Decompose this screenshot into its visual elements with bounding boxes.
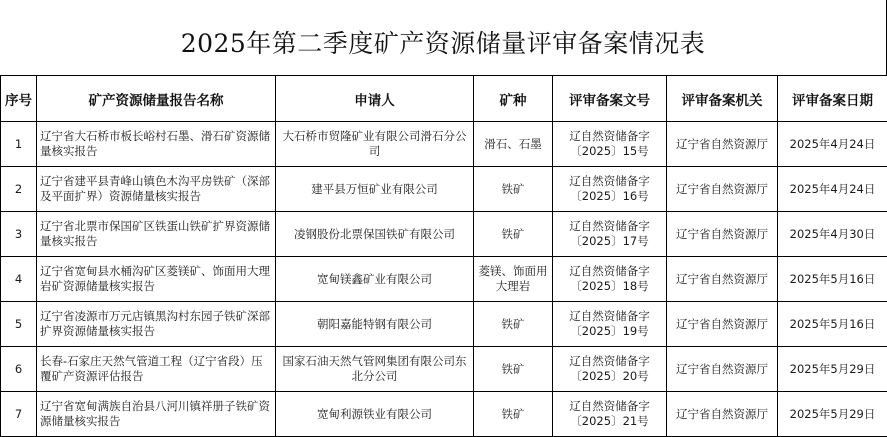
cell-date[interactable]: 2025年5月16日 — [778, 302, 887, 347]
table-row — [1, 392, 887, 437]
cell-doc-no[interactable]: 辽自然资储备字〔2025〕19号 — [553, 302, 667, 347]
cell-applicant[interactable]: 建平县万恒矿业有限公司 — [276, 167, 474, 212]
cell-no[interactable]: 3 — [1, 212, 37, 257]
cell-date[interactable]: 2025年4月24日 — [778, 167, 887, 212]
cell-doc-no[interactable]: 辽自然资储备字〔2025〕20号 — [553, 347, 667, 392]
cell-applicant[interactable]: 朝阳嘉能特钢有限公司 — [276, 302, 474, 347]
cell-doc-no[interactable]: 辽自然资储备字〔2025〕16号 — [553, 167, 667, 212]
cell-doc-no[interactable]: 辽自然资储备字〔2025〕21号 — [553, 392, 667, 437]
cell-date[interactable]: 2025年4月30日 — [778, 212, 887, 257]
cell-no[interactable]: 2 — [1, 167, 37, 212]
header-doc-no[interactable]: 评审备案文号 — [553, 76, 667, 122]
cell-applicant[interactable]: 凌钢股份北票保国铁矿有限公司 — [276, 212, 474, 257]
cell-no[interactable]: 7 — [1, 392, 37, 437]
cell-date[interactable]: 2025年5月29日 — [778, 392, 887, 437]
cell-no[interactable]: 6 — [1, 347, 37, 392]
cell-date[interactable]: 2025年4月24日 — [778, 122, 887, 167]
cell-mineral[interactable]: 铁矿 — [474, 212, 553, 257]
cell-date[interactable]: 2025年5月29日 — [778, 347, 887, 392]
cell-doc-no[interactable]: 辽自然资储备字〔2025〕15号 — [553, 122, 667, 167]
cell-no[interactable]: 5 — [1, 302, 37, 347]
record-table — [0, 75, 887, 437]
cell-report[interactable]: 辽宁省宽甸满族自治县八河川镇祥册子铁矿资源储量核实报告 — [37, 392, 276, 437]
table-row — [1, 212, 887, 257]
cell-report[interactable]: 辽宁省凌源市万元店镇黑沟村东园子铁矿深部扩界资源储量核实报告 — [37, 302, 276, 347]
cell-applicant[interactable]: 国家石油天然气管网集团有限公司东北分公司 — [276, 347, 474, 392]
cell-authority[interactable]: 辽宁省自然资源厅 — [667, 212, 778, 257]
header-date[interactable]: 评审备案日期 — [778, 76, 887, 122]
cell-applicant[interactable]: 大石桥市贸隆矿业有限公司滑石分公司 — [276, 122, 474, 167]
table-row — [1, 302, 887, 347]
cell-doc-no[interactable]: 辽自然资储备字〔2025〕18号 — [553, 257, 667, 302]
cell-authority[interactable]: 辽宁省自然资源厅 — [667, 122, 778, 167]
table-row — [1, 122, 887, 167]
cell-doc-no[interactable]: 辽自然资储备字〔2025〕17号 — [553, 212, 667, 257]
cell-authority[interactable]: 辽宁省自然资源厅 — [667, 167, 778, 212]
table-row — [1, 167, 887, 212]
cell-no[interactable]: 1 — [1, 122, 37, 167]
header-report[interactable]: 矿产资源储量报告名称 — [37, 76, 276, 122]
cell-mineral[interactable]: 铁矿 — [474, 347, 553, 392]
table-title: 2025年第二季度矿产资源储量评审备案情况表 — [180, 28, 706, 58]
header-row — [1, 76, 887, 122]
cell-report[interactable]: 辽宁省宽甸县水桶沟矿区菱镁矿、饰面用大理岩矿资源储量核实报告 — [37, 257, 276, 302]
cell-report[interactable]: 辽宁省建平县青峰山镇色木沟平房铁矿（深部及平面扩界）资源储量核实报告 — [37, 167, 276, 212]
cell-report[interactable]: 辽宁省北票市保国矿区铁蛋山铁矿扩界资源储量核实报告 — [37, 212, 276, 257]
cell-no[interactable]: 4 — [1, 257, 37, 302]
header-authority[interactable]: 评审备案机关 — [667, 76, 778, 122]
cell-authority[interactable]: 辽宁省自然资源厅 — [667, 302, 778, 347]
cell-mineral[interactable]: 铁矿 — [474, 167, 553, 212]
table-row — [1, 257, 887, 302]
header-no[interactable]: 序号 — [1, 76, 37, 122]
cell-report[interactable]: 长春-石家庄天然气管道工程（辽宁省段）压覆矿产资源评估报告 — [37, 347, 276, 392]
cell-applicant[interactable]: 宽甸镁鑫矿业有限公司 — [276, 257, 474, 302]
cell-applicant[interactable]: 宽甸利源铁业有限公司 — [276, 392, 474, 437]
cell-date[interactable]: 2025年5月16日 — [778, 257, 887, 302]
header-applicant[interactable]: 申请人 — [276, 76, 474, 122]
cell-authority[interactable]: 辽宁省自然资源厅 — [667, 257, 778, 302]
title-cell[interactable] — [0, 0, 887, 75]
cell-mineral[interactable]: 铁矿 — [474, 302, 553, 347]
table-row — [1, 347, 887, 392]
cell-authority[interactable]: 辽宁省自然资源厅 — [667, 392, 778, 437]
cell-report[interactable]: 辽宁省大石桥市板长峪村石墨、滑石矿资源储量核实报告 — [37, 122, 276, 167]
cell-mineral[interactable]: 菱镁、饰面用大理岩 — [474, 257, 553, 302]
cell-mineral[interactable]: 铁矿 — [474, 392, 553, 437]
header-mineral[interactable]: 矿种 — [474, 76, 553, 122]
cell-mineral[interactable]: 滑石、石墨 — [474, 122, 553, 167]
cell-authority[interactable]: 辽宁省自然资源厅 — [667, 347, 778, 392]
